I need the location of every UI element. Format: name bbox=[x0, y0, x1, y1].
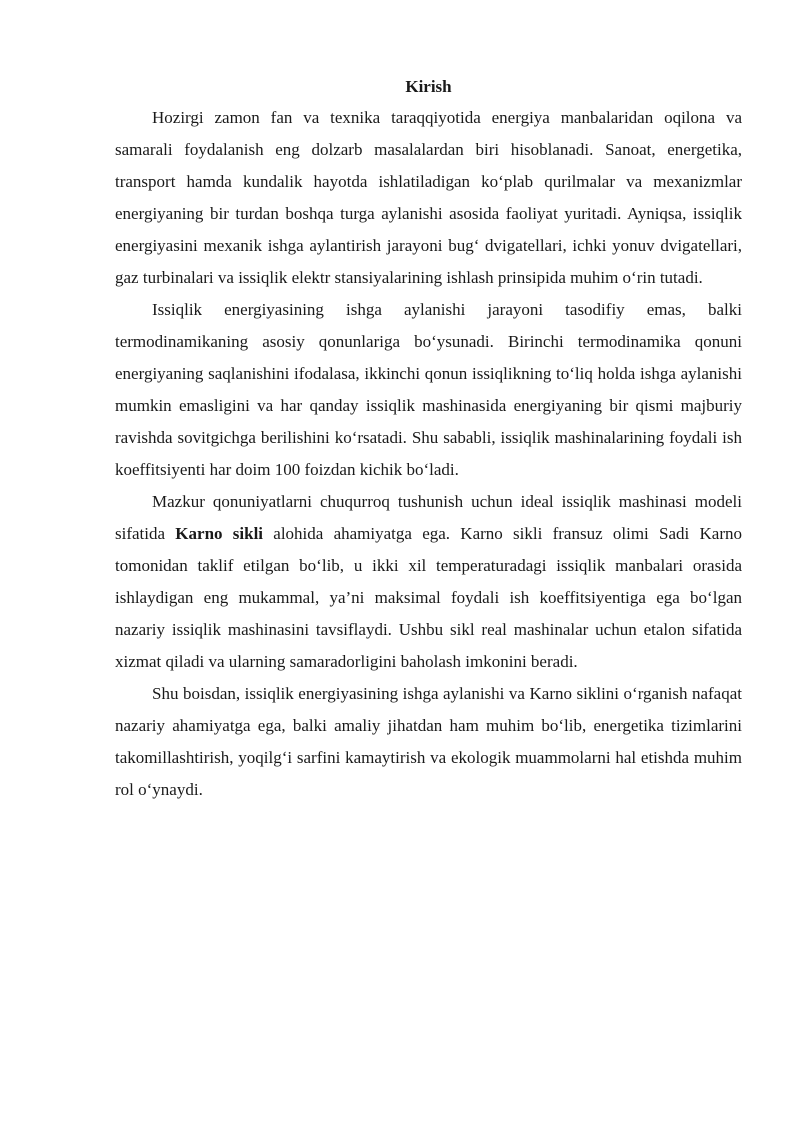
paragraph-3-text-after: alohida ahamiyatga ega. Karno sikli fransuz olimi Sadi Karno tomonidan taklif etilgan bo‘lib, u ikki xil temperaturadagi issiqlik manbalari orasida ishlaydigan eng mukammal, ya’ni maksimal foydali ish koeffitsiyentiga ega bo‘lgan nazariy issiqlik mashinasini tavsiflaydi. Ushbu sikl real mashinalar uchun etalon sifatida xizmat qiladi va ularning samaradorligini baholash imkonini beradi. bbox=[115, 524, 742, 671]
document-page bbox=[115, 76, 742, 806]
karno-sikli-term: Karno sikli bbox=[175, 524, 264, 543]
paragraph-1: Hozirgi zamon fan va texnika taraqqiyotida energiya manbalaridan oqilona va samarali foydalanish eng dolzarb masalalardan biri hisoblanadi. Sanoat, energetika, transport hamda kundalik hayotda ishlatiladigan ko‘plab qurilmalar va mexanizmlar energiyaning bir turdan boshqa turga aylanishi asosida faoliyat yuritadi. Ayniqsa, issiqlik energiyasini mexanik ishga aylantirish jarayoni bug‘ dvigatellari, ichki yonuv dvigatellari, gaz turbinalari va issiqlik elektr stansiyalarining ishlash prinsipida muhim o‘rin tutadi. bbox=[115, 108, 742, 287]
paragraph-3 bbox=[115, 486, 742, 678]
paragraph-3-text-before: Mazkur qonuniyatlarni chuqurroq tushunish uchun ideal issiqlik mashinasi modeli sifatida bbox=[115, 492, 742, 543]
section-title: Kirish bbox=[405, 77, 452, 96]
paragraph-2: Issiqlik energiyasining ishga aylanishi jarayoni tasodifiy emas, balki termodinamikaning asosiy qonunlariga bo‘ysunadi. Birinchi termodinamika qonuni energiyaning saqlanishini ifodalasa, ikkinchi qonun issiqlikning to‘liq holda ishga aylanishi mumkin emasligini va har qanday issiqlik mashinasida energiyaning bir qismi majburiy ravishda sovitgichga berilishini ko‘rsatadi. Shu sababli, issiqlik mashinalarining foydali ish koeffitsiyenti har doim 100 foizdan kichik bo‘ladi. bbox=[115, 300, 742, 479]
paragraph-4: Shu boisdan, issiqlik energiyasining ishga aylanishi va Karno siklini o‘rganish nafaqat nazariy ahamiyatga ega, balki amaliy jihatdan ham muhim bo‘lib, energetika tizimlarini takomillashtirish, yoqilg‘i sarfini kamaytirish va ekologik muammolarni hal etishda muhim rol o‘ynaydi. bbox=[115, 684, 742, 799]
